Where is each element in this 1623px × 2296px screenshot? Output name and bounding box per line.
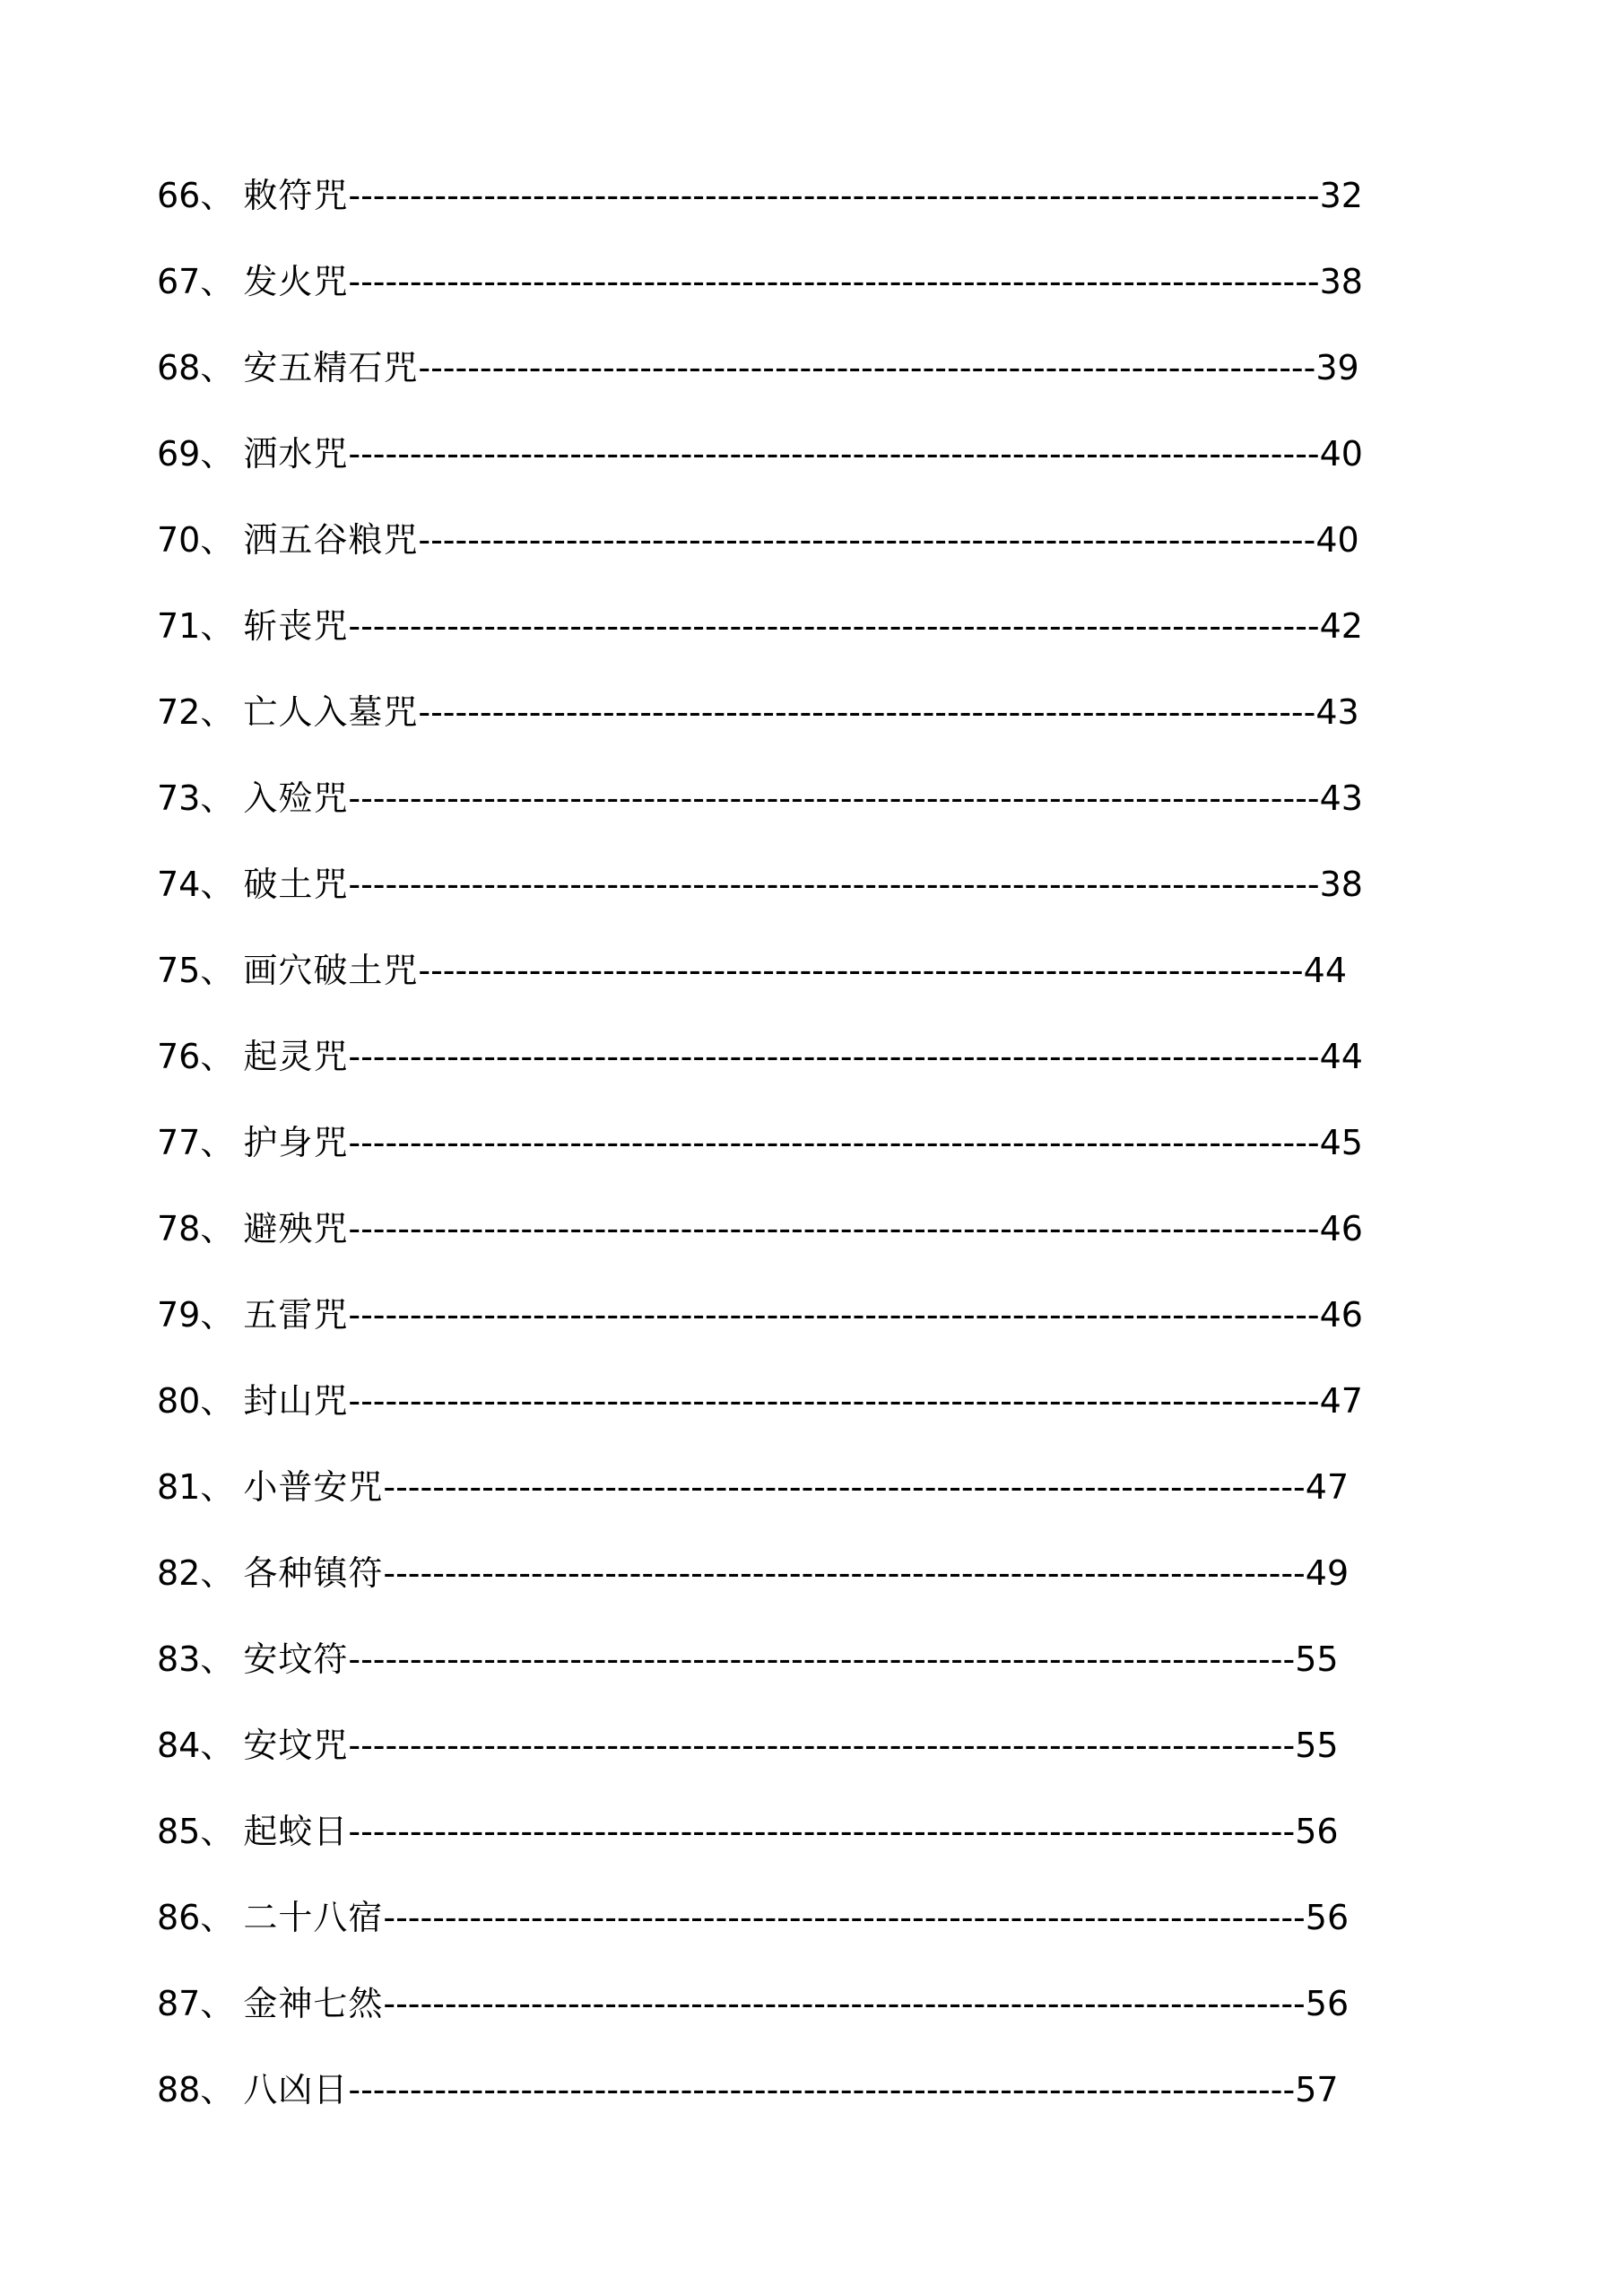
toc-entry-page-number: 43 — [1315, 692, 1359, 732]
toc-entry-page-number: 40 — [1315, 520, 1359, 560]
toc-dot-leader: ------------------------------------------------------------------------------- — [348, 1381, 1320, 1421]
toc-entry-separator: 、 — [200, 951, 235, 990]
toc-entry-title: 安坟符 — [243, 1639, 349, 1679]
toc-entry-separator: 、 — [200, 865, 235, 904]
toc-entry-title: 八凶日 — [243, 2070, 349, 2109]
toc-dot-leader: ----------------------------------------------------------------------------- — [348, 1812, 1296, 1851]
toc-dot-leader: ------------------------------------------------------------------------------- — [348, 865, 1320, 904]
toc-entry-separator: 、 — [200, 434, 235, 474]
toc-entry-separator: 、 — [200, 262, 235, 301]
toc-entry-number: 72 — [157, 692, 201, 732]
toc-entry-separator: 、 — [200, 1984, 235, 2023]
toc-entry-separator: 、 — [200, 1639, 235, 1679]
toc-entry-title: 破土咒 — [243, 865, 349, 904]
toc-entry-number: 79 — [157, 1295, 201, 1335]
toc-entry-page-number: 56 — [1305, 1984, 1350, 2023]
toc-entry-separator: 、 — [200, 1381, 235, 1421]
toc-entry-page-number: 38 — [1319, 262, 1363, 301]
toc-entry-separator: 、 — [200, 176, 235, 215]
toc-entry-separator: 、 — [200, 692, 235, 732]
toc-dot-leader: ------------------------------------------------------------------------------- — [348, 778, 1320, 818]
toc-entry[interactable] — [157, 1720, 1412, 1806]
toc-entry-page-number: 47 — [1319, 1381, 1363, 1421]
toc-dot-leader: ----------------------------------------------------------------------------- — [348, 1639, 1296, 1679]
toc-entry-number: 68 — [157, 348, 201, 387]
toc-entry-title: 亡人入墓咒 — [243, 692, 419, 732]
toc-entry-page-number: 40 — [1319, 434, 1363, 474]
toc-entry-separator: 、 — [200, 348, 235, 387]
toc-dot-leader: ----------------------------------------------------------------------------- — [348, 2070, 1296, 2109]
toc-entry[interactable] — [157, 1892, 1412, 1979]
toc-entry-title: 安坟咒 — [243, 1726, 349, 1765]
toc-dot-leader: ------------------------------------------------------------------------- — [418, 520, 1316, 560]
toc-dot-leader: ------------------------------------------------------------------------ — [418, 951, 1304, 990]
toc-dot-leader: --------------------------------------------------------------------------- — [383, 1553, 1306, 1593]
toc-entry-number: 69 — [157, 434, 201, 474]
toc-entry-title: 发火咒 — [243, 262, 349, 301]
toc-entry-separator: 、 — [200, 1123, 235, 1162]
toc-entry-page-number: 56 — [1295, 1812, 1339, 1851]
toc-entry[interactable] — [157, 1204, 1412, 1290]
toc-entry-number: 82 — [157, 1553, 201, 1593]
toc-entry-separator: 、 — [200, 778, 235, 818]
toc-entry-number: 83 — [157, 1639, 201, 1679]
toc-entry-number: 77 — [157, 1123, 201, 1162]
toc-entry-number: 80 — [157, 1381, 201, 1421]
toc-entry-page-number: 38 — [1319, 865, 1363, 904]
toc-dot-leader: ------------------------------------------------------------------------------- — [348, 176, 1320, 215]
toc-entry[interactable] — [157, 1118, 1412, 1204]
toc-entry[interactable] — [157, 515, 1412, 601]
toc-entry[interactable] — [157, 257, 1412, 343]
toc-entry-title: 各种镇符 — [243, 1553, 384, 1593]
toc-entry-page-number: 42 — [1319, 606, 1363, 646]
toc-entry[interactable] — [157, 2065, 1412, 2151]
toc-entry-title: 避殃咒 — [243, 1209, 349, 1248]
toc-entry-separator: 、 — [200, 1295, 235, 1335]
toc-entry[interactable] — [157, 1376, 1412, 1462]
toc-dot-leader: ------------------------------------------------------------------------------- — [348, 434, 1320, 474]
toc-entry[interactable] — [157, 773, 1412, 859]
toc-entry[interactable] — [157, 859, 1412, 945]
toc-entry-separator: 、 — [200, 2070, 235, 2109]
toc-entry[interactable] — [157, 429, 1412, 515]
toc-entry-separator: 、 — [200, 1037, 235, 1076]
toc-entry-page-number: 46 — [1319, 1295, 1363, 1335]
toc-entry-title: 安五精石咒 — [243, 348, 419, 387]
toc-entry-page-number: 57 — [1295, 2070, 1339, 2109]
toc-entry-number: 75 — [157, 951, 201, 990]
toc-entry-title: 二十八宿 — [243, 1898, 384, 1937]
toc-entry-separator: 、 — [200, 1553, 235, 1593]
toc-entry-number: 71 — [157, 606, 201, 646]
toc-entry-page-number: 47 — [1305, 1467, 1350, 1507]
toc-dot-leader: ----------------------------------------------------------------------------- — [348, 1726, 1296, 1765]
toc-entry-title: 小普安咒 — [243, 1467, 384, 1507]
toc-entry-page-number: 56 — [1305, 1898, 1350, 1937]
toc-entry-number: 73 — [157, 778, 201, 818]
toc-entry[interactable] — [157, 1806, 1412, 1892]
toc-entry-page-number: 55 — [1295, 1639, 1339, 1679]
toc-entry-title: 敕符咒 — [243, 176, 349, 215]
toc-entry-title: 五雷咒 — [243, 1295, 349, 1335]
toc-entry-title: 斩丧咒 — [243, 606, 349, 646]
toc-entry-page-number: 49 — [1305, 1553, 1350, 1593]
toc-entry-title: 画穴破土咒 — [243, 951, 419, 990]
toc-entry-number: 85 — [157, 1812, 201, 1851]
toc-dot-leader: ------------------------------------------------------------------------- — [418, 692, 1316, 732]
toc-entry-page-number: 43 — [1319, 778, 1363, 818]
toc-entry-separator: 、 — [200, 606, 235, 646]
toc-dot-leader: ------------------------------------------------------------------------- — [418, 348, 1316, 387]
toc-entry[interactable] — [157, 1290, 1412, 1376]
toc-entry[interactable] — [157, 601, 1412, 687]
toc-entry-title: 入殓咒 — [243, 778, 349, 818]
toc-entry-number: 84 — [157, 1726, 201, 1765]
toc-entry-title: 起灵咒 — [243, 1037, 349, 1076]
toc-dot-leader: ------------------------------------------------------------------------------- — [348, 606, 1320, 646]
toc-entry-number: 76 — [157, 1037, 201, 1076]
toc-entry[interactable] — [157, 687, 1412, 773]
toc-entry-number: 78 — [157, 1209, 201, 1248]
toc-dot-leader: ------------------------------------------------------------------------------- — [348, 1295, 1320, 1335]
toc-entry[interactable] — [157, 945, 1412, 1031]
toc-dot-leader: --------------------------------------------------------------------------- — [383, 1984, 1306, 2023]
toc-entry-title: 封山咒 — [243, 1381, 349, 1421]
toc-entry[interactable] — [157, 1462, 1412, 1548]
toc-entry-title: 洒五谷粮咒 — [243, 520, 419, 560]
toc-entry[interactable] — [157, 343, 1412, 429]
toc-dot-leader: --------------------------------------------------------------------------- — [383, 1467, 1306, 1507]
toc-dot-leader: ------------------------------------------------------------------------------- — [348, 1037, 1320, 1076]
toc-entry-page-number: 39 — [1315, 348, 1359, 387]
toc-entry-number: 74 — [157, 865, 201, 904]
toc-entry-separator: 、 — [200, 1726, 235, 1765]
toc-entry-title: 金神七然 — [243, 1984, 384, 2023]
toc-dot-leader: --------------------------------------------------------------------------- — [383, 1898, 1306, 1937]
toc-entry-number: 88 — [157, 2070, 201, 2109]
toc-entry-separator: 、 — [200, 1898, 235, 1937]
toc-entry-number: 67 — [157, 262, 201, 301]
toc-entry-title: 护身咒 — [243, 1123, 349, 1162]
toc-entry-page-number: 46 — [1319, 1209, 1363, 1248]
toc-entry[interactable] — [157, 1548, 1412, 1634]
toc-entry-number: 81 — [157, 1467, 201, 1507]
toc-entry-title: 起蛟日 — [243, 1812, 349, 1851]
toc-entry-separator: 、 — [200, 520, 235, 560]
table-of-contents — [157, 170, 1412, 2151]
toc-entry-title: 洒水咒 — [243, 434, 349, 474]
toc-entry-separator: 、 — [200, 1467, 235, 1507]
toc-entry-number: 70 — [157, 520, 201, 560]
toc-entry-page-number: 55 — [1295, 1726, 1339, 1765]
toc-entry-separator: 、 — [200, 1812, 235, 1851]
toc-dot-leader: ------------------------------------------------------------------------------- — [348, 1123, 1320, 1162]
toc-entry-page-number: 44 — [1319, 1037, 1363, 1076]
toc-dot-leader: ------------------------------------------------------------------------------- — [348, 1209, 1320, 1248]
toc-entry-page-number: 44 — [1303, 951, 1347, 990]
toc-entry-number: 87 — [157, 1984, 201, 2023]
toc-entry-number: 66 — [157, 176, 201, 215]
toc-entry-page-number: 45 — [1319, 1123, 1363, 1162]
toc-entry[interactable] — [157, 1634, 1412, 1720]
toc-entry-page-number: 32 — [1319, 176, 1363, 215]
toc-entry-separator: 、 — [200, 1209, 235, 1248]
toc-entry-number: 86 — [157, 1898, 201, 1937]
toc-entry[interactable] — [157, 1979, 1412, 2065]
toc-dot-leader: ------------------------------------------------------------------------------- — [348, 262, 1320, 301]
toc-entry[interactable] — [157, 170, 1412, 257]
toc-entry[interactable] — [157, 1031, 1412, 1118]
